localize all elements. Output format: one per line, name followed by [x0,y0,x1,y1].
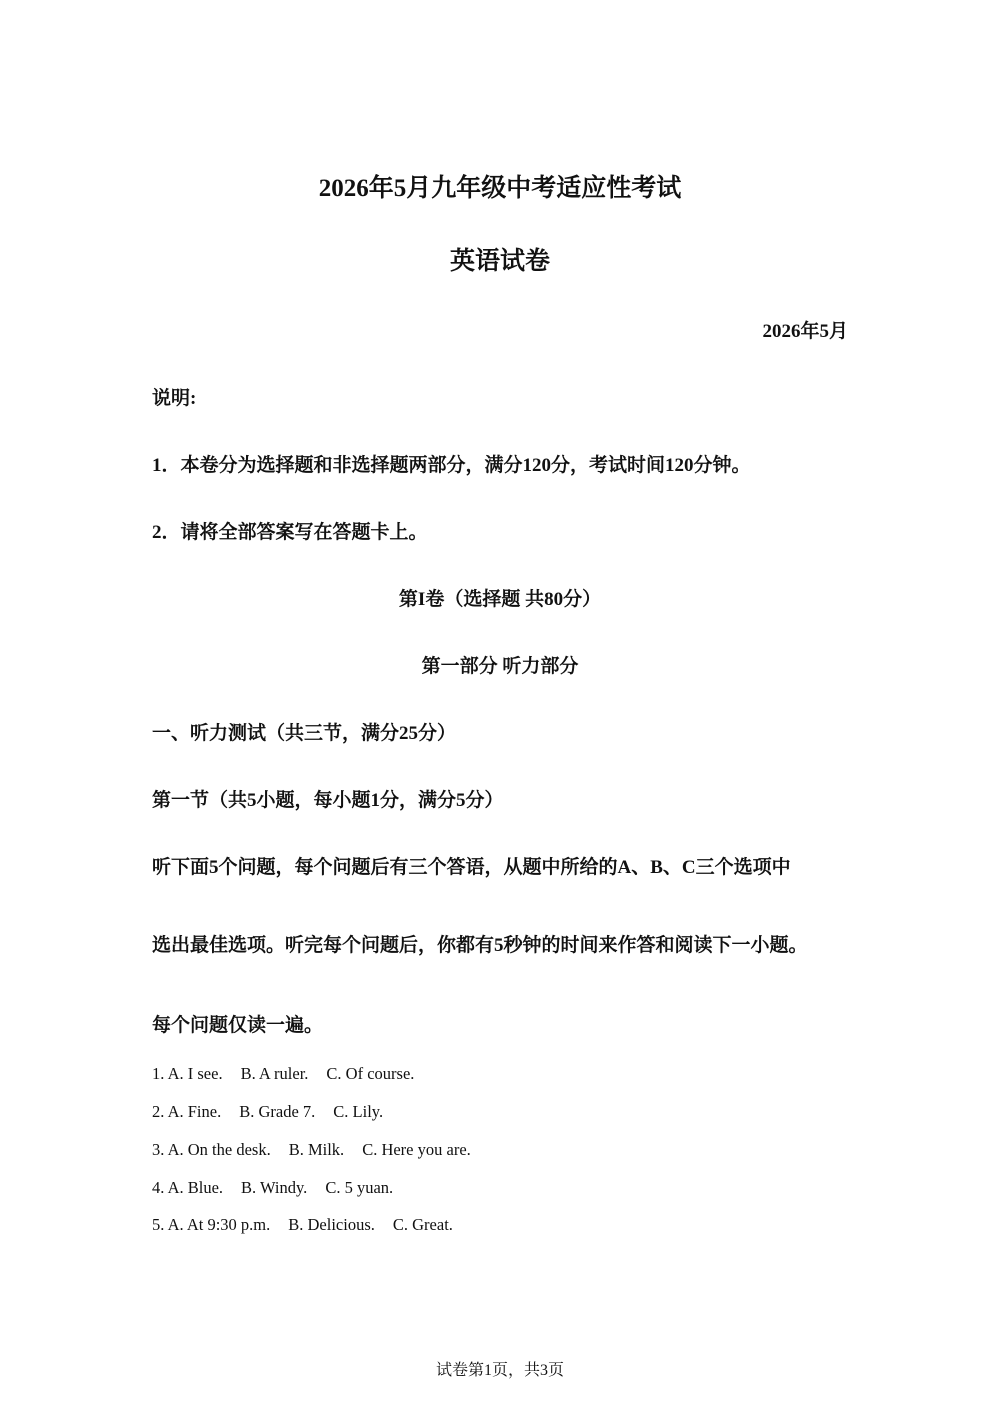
option-b: B. A ruler. [240,1064,309,1083]
option-a: 3. A. On the desk. [152,1140,271,1159]
exam-subtitle: 英语试卷 [449,248,550,275]
exam-title: 2026年5月九年级中考适应性考试 [318,175,682,202]
option-a: 2. A. Fine. [152,1102,222,1121]
instructions-label: 说明: [152,388,197,409]
option-a: 1. A. I see. [152,1064,223,1083]
exam-date: 2026年5月 [762,321,848,342]
option-c: C. Of course. [326,1064,415,1083]
volume-title: 第I卷（选择题 共80分） [398,589,602,610]
instruction-item: 1．本卷分为选择题和非选择题两部分，满分120分，考试时间120分钟。 [152,455,751,476]
directions-line: 每个问题仅读一遍。 [152,1015,324,1036]
instruction-item: 2．请将全部答案写在答题卡上。 [152,522,428,543]
question-item [152,1102,383,1122]
option-b: B. Delicious. [288,1215,375,1234]
option-b: B. Grade 7. [239,1102,316,1121]
option-c: C. 5 yuan. [325,1178,394,1197]
directions-line: 听下面5个问题，每个问题后有三个答语，从题中所给的A、B、C三个选项中 [152,857,791,878]
section-subheading: 第一节（共5小题，每小题1分，满分5分） [152,790,504,811]
question-item [152,1178,393,1198]
question-item [152,1140,471,1160]
page-number: 试卷第1页，共3页 [435,1362,564,1379]
option-c: C. Great. [392,1215,453,1234]
directions-line: 选出最佳选项。听完每个问题后，你都有5秒钟的时间来作答和阅读下一小题。 [152,935,808,956]
question-item [152,1215,453,1235]
option-c: C. Here you are. [362,1140,471,1159]
section-heading: 一、听力测试（共三节，满分25分） [152,723,457,744]
question-item [152,1064,414,1084]
option-c: C. Lily. [333,1102,384,1121]
option-a: 4. A. Blue. [152,1178,224,1197]
option-a: 5. A. At 9:30 p.m. [152,1215,271,1234]
part-title: 第一部分 听力部分 [421,656,579,677]
option-b: B. Windy. [241,1178,308,1197]
option-b: B. Milk. [288,1140,345,1159]
